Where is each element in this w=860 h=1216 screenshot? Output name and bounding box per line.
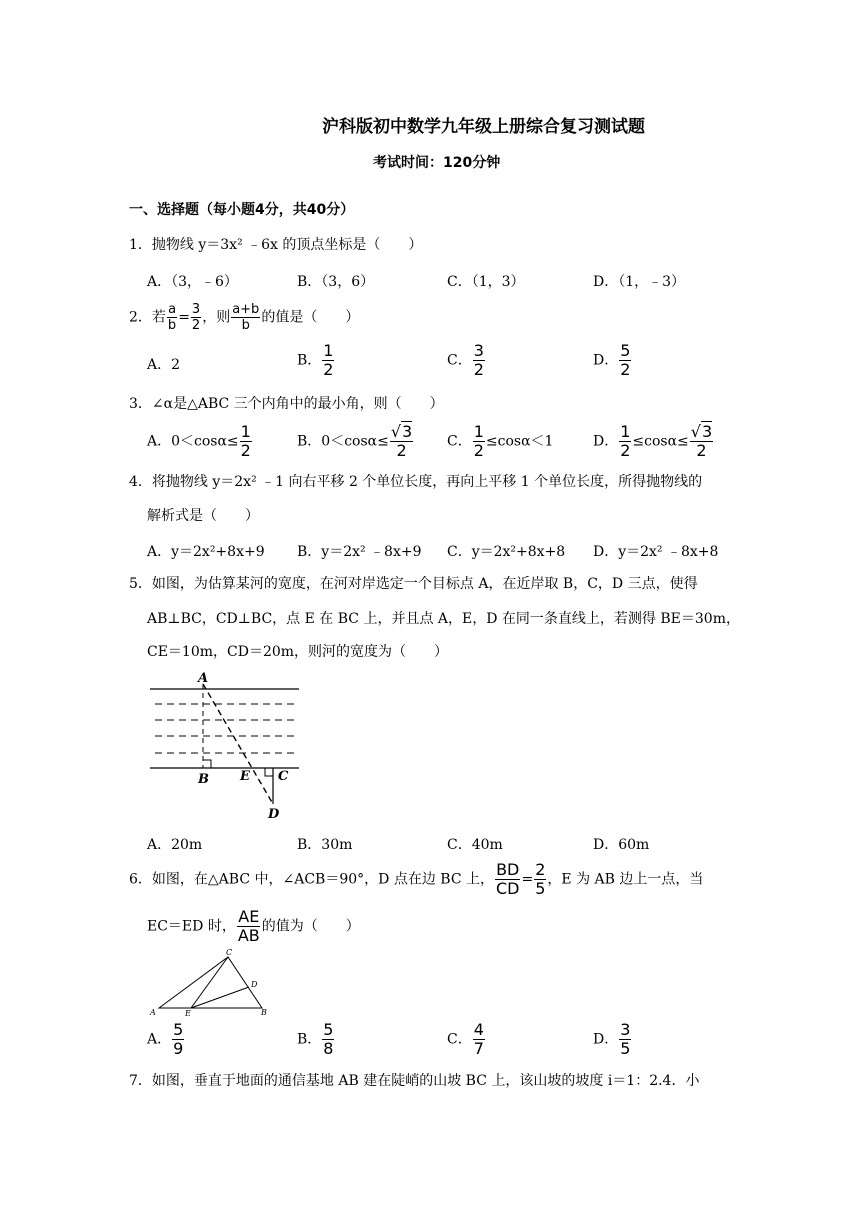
q4-option-d: D．y＝2x² ﹣8x+8: [593, 544, 719, 560]
q6-option-d: D． $\frac{3}{5}$: [593, 1020, 631, 1058]
question-4-line-1: 4．将抛物线 y＝2x² ﹣1 向右平移 2 个单位长度，再向上平移 1 个单位长度，所得抛物线的: [129, 474, 703, 490]
section-heading: 一、选择题（每小题4分，共40分）: [129, 202, 355, 218]
q4-option-b: B．y＝2x² ﹣8x+9: [297, 544, 422, 560]
question-3: 3．∠α是△ABC 三个内角中的最小角，则（ ）: [129, 396, 444, 412]
question-6-line-1: 6．如图，在△ABC 中，∠ACB＝90°，D 点在边 BC 上， $\frac{BD}{CD}$ = $\frac{2}{5}$ ，E 为 AB 边上一点，当: [129, 860, 704, 898]
q6-option-a: A． $\frac{5}{9}$: [147, 1020, 184, 1058]
q3-option-b: B．0＜cosα≤ $\frac{√3}{2}$: [297, 422, 413, 460]
label-b: B: [198, 772, 209, 787]
q1-option-a: A．（3，﹣6）: [147, 274, 238, 290]
q3-option-c: C． $\frac{1}{2}$ ≤cosα＜1: [447, 422, 554, 460]
triangle-figure: [145, 945, 275, 1020]
exam-time: 考试时间：120分钟: [373, 155, 501, 171]
q1-option-b: B．（3，6）: [297, 274, 375, 290]
question-5-line-1: 5．如图，为估算某河的宽度，在河对岸选定一个目标点 A，在近岸取 B，C，D 三点，使得: [129, 576, 698, 592]
river-figure: [145, 668, 305, 824]
question-6-line-2: EC＝ED 时， $\frac{AE}{AB}$ 的值为（ ）: [147, 907, 360, 945]
q5-option-c: C．40m: [447, 837, 503, 853]
q6-option-b: B． $\frac{5}{8}$: [297, 1020, 334, 1058]
question-5-line-3: CE＝10m，CD＝20m，则河的宽度为（ ）: [147, 644, 449, 660]
label-a: A: [150, 1008, 156, 1017]
q2-option-a: A．2: [147, 357, 181, 373]
label-e: E: [240, 769, 250, 784]
q5-option-a: A．20m: [147, 837, 203, 853]
question-5-line-2: AB⊥BC，CD⊥BC，点 E 在 BC 上，并且点 A，E，D 在同一条直线上，若测得 BE＝30m，: [147, 611, 740, 627]
label-a: A: [198, 671, 209, 686]
label-c: C: [226, 948, 233, 957]
label-e: E: [185, 1009, 191, 1018]
label-d: D: [268, 807, 280, 822]
label-c: C: [278, 769, 289, 784]
q2-option-c: C． $\frac{3}{2}$: [447, 341, 484, 379]
label-b: B: [261, 1008, 267, 1017]
q3-option-a: A．0＜cosα≤ $\frac{1}{2}$: [147, 422, 251, 460]
q2-option-b: B． $\frac{1}{2}$: [297, 341, 334, 379]
q5-option-d: D．60m: [593, 837, 650, 853]
q1-option-c: C．（1，3）: [447, 274, 525, 290]
page-title: 沪科版初中数学九年级上册综合复习测试题: [322, 117, 645, 137]
question-2: 2．若 $\frac{a}{b}$ = $\frac{3}{2}$ ，则 $\frac{a+b}{b}$ 的值是（ ）: [129, 302, 360, 333]
label-d: D: [251, 980, 258, 989]
question-7-line-1: 7．如图，垂直于地面的通信基地 AB 建在陡峭的山坡 BC 上，该山坡的坡度 i＝1：2.4．小: [129, 1073, 700, 1089]
question-1: 1．抛物线 y＝3x² ﹣6x 的顶点坐标是（ ）: [129, 237, 423, 253]
q4-option-a: A．y＝2x²+8x+9: [147, 544, 265, 560]
q3-option-d: D． $\frac{1}{2}$ ≤cosα≤ $\frac{√3}{2}$: [593, 422, 713, 460]
q1-option-d: D．（1，﹣3）: [593, 274, 686, 290]
question-4-line-2: 解析式是（ ）: [147, 508, 259, 524]
q5-option-b: B．30m: [297, 837, 353, 853]
q6-option-c: C． $\frac{4}{7}$: [447, 1020, 484, 1058]
q4-option-c: C．y＝2x²+8x+8: [447, 544, 566, 560]
q2-option-d: D． $\frac{5}{2}$: [593, 341, 631, 379]
